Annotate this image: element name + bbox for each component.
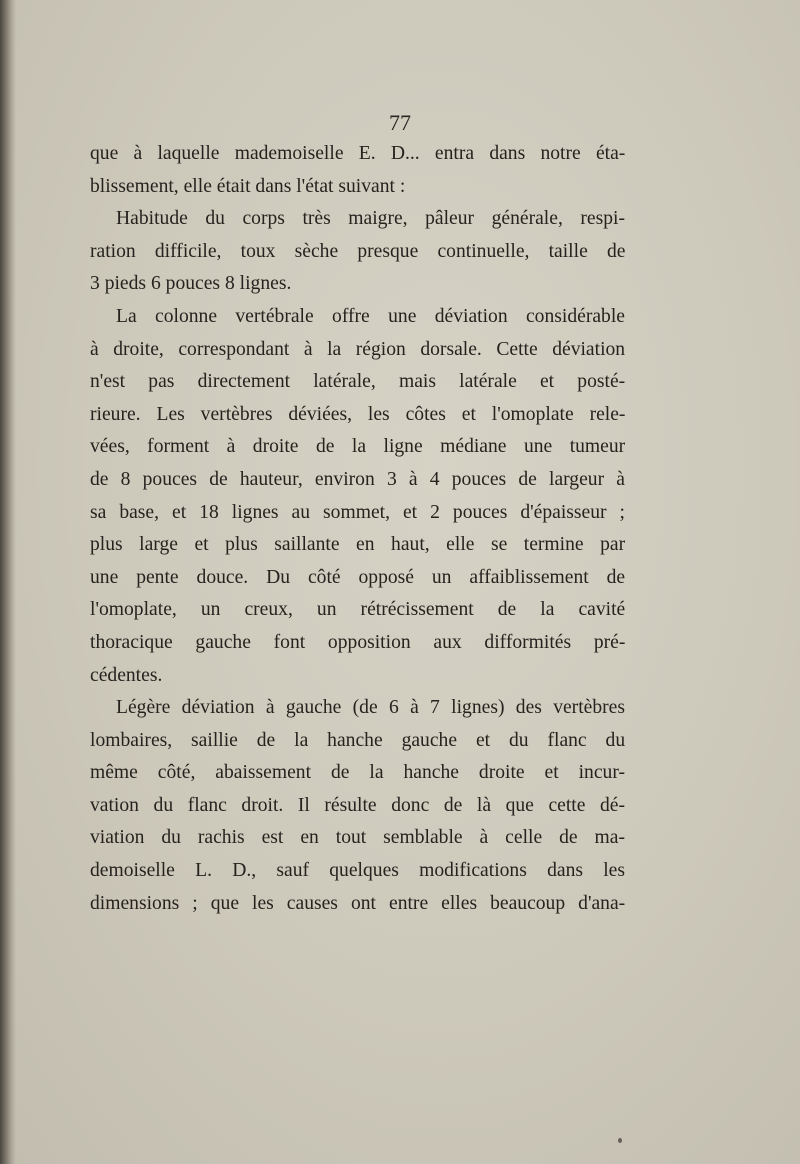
text-line: blissement, elle était dans l'état suivant : xyxy=(90,175,406,197)
page-number: 77 xyxy=(389,110,411,135)
text-line: ration difficile, toux sèche presque continuelle, taille de xyxy=(90,240,625,262)
text-line: de 8 pouces de hauteur, environ 3 à 4 pouces de largeur à xyxy=(90,468,625,490)
text-line: Habitude du corps très maigre, pâleur générale, respi- xyxy=(116,208,625,230)
text-line: plus large et plus saillante en haut, elle se termine par xyxy=(90,534,625,556)
text-line: La colonne vertébrale offre une déviation considérable xyxy=(116,305,625,327)
text-line: l'omoplate, un creux, un rétrécissement de la cavité xyxy=(90,599,625,621)
text-line: à droite, correspondant à la région dorsale. Cette déviation xyxy=(90,338,625,360)
paragraph-2 xyxy=(90,203,625,301)
paragraph-1 xyxy=(90,138,625,203)
text-line: cédentes. xyxy=(90,664,163,686)
paragraph-3 xyxy=(90,301,625,692)
body-text xyxy=(90,138,625,920)
text-line: demoiselle L. D., sauf quelques modifications dans les xyxy=(90,860,625,882)
text-line: vation du flanc droit. Il résulte donc de là que cette dé- xyxy=(90,794,625,816)
text-line: 3 pieds 6 pouces 8 lignes. xyxy=(90,273,292,295)
text-line: Légère déviation à gauche (de 6 à 7 lignes) des vertèbres xyxy=(116,697,625,719)
text-line: vées, forment à droite de la ligne médiane une tumeur xyxy=(90,436,625,458)
text-line: sa base, et 18 lignes au sommet, et 2 pouces d'épaisseur ; xyxy=(90,501,625,523)
text-line: même côté, abaissement de la hanche droite et incur- xyxy=(90,762,625,784)
text-line: dimensions ; que les causes ont entre elles beaucoup d'ana- xyxy=(90,892,625,914)
text-line: une pente douce. Du côté opposé un affaiblissement de xyxy=(90,566,625,588)
text-line: n'est pas directement latérale, mais latérale et posté- xyxy=(90,371,625,393)
text-line: que à laquelle mademoiselle E. D... entra dans notre éta- xyxy=(90,143,625,164)
text-line: thoracique gauche font opposition aux difformités pré- xyxy=(90,631,625,653)
text-line: lombaires, saillie de la hanche gauche et du flanc du xyxy=(90,729,625,751)
paper-speck xyxy=(618,1138,622,1143)
text-line: viation du rachis est en tout semblable à celle de ma- xyxy=(90,827,625,849)
paragraph-4 xyxy=(90,692,625,920)
text-line: rieure. Les vertèbres déviées, les côtes et l'omoplate rele- xyxy=(90,403,625,425)
book-spine-shadow xyxy=(0,0,16,1164)
